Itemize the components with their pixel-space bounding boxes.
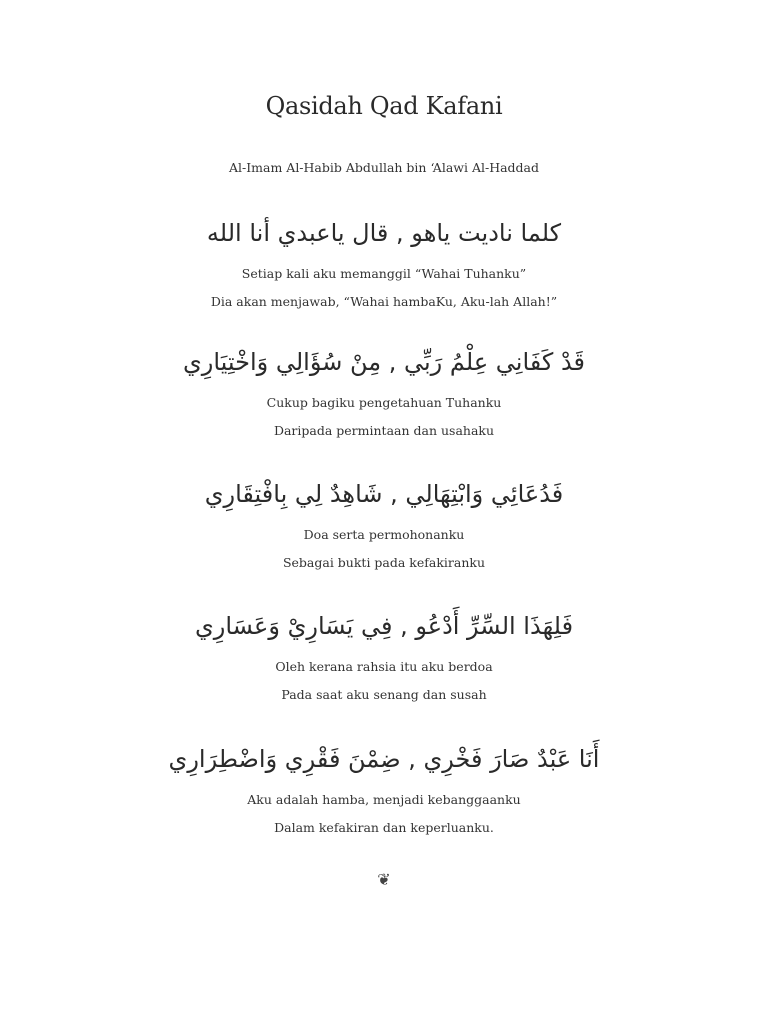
translation-line: Cukup bagiku pengetahuan Tuhanku [266,395,502,410]
translation-line: Dalam kefakiran dan keperluanku. [274,820,494,835]
arabic-verse: فَدُعَائِي وَابْتِهَالِي , شَاهِدٌ لِي بِافْتِقَارِي [204,480,564,508]
arabic-verse: قَدْ كَفَانِي عِلْمُ رَبِّي , مِنْ سُؤَالِي وَاخْتِيَارِي [182,348,586,376]
stanza-1 [0,218,768,310]
stanza-2 [0,347,768,439]
arabic-verse: أَنَا عَبْدٌ صَارَ فَخْرِي , ضِمْنَ فَقْرِي وَاضْطِرَارِي [168,745,600,773]
translation-line: Dia akan menjawab, “Wahai hambaKu, Aku-lah Allah!” [210,294,558,309]
translation-line: Oleh kerana rahsia itu aku berdoa [275,659,493,674]
flourish-ornament-icon: ❦ [377,870,391,889]
translation-line: Doa serta permohonanku [303,527,465,542]
stanza-5 [0,744,768,836]
translation-line: Daripada permintaan dan usahaku [273,423,495,438]
translation-line: Sebagai bukti pada kefakiranku [282,555,486,570]
stanza-4 [0,611,768,703]
translation-line: Pada saat aku senang dan susah [281,687,487,702]
translation-line: Aku adalah hamba, menjadi kebanggaanku [247,792,521,807]
arabic-verse: فَلِهَذَا السِّرِّ أَدْعُو , فِي يَسَارِيْ وَعَسَارِي [194,612,574,640]
translation-line: Setiap kali aku memanggil “Wahai Tuhanku” [241,266,527,281]
stanza-3 [0,479,768,571]
page-title: Qasidah Qad Kafani [265,92,503,120]
arabic-verse: كلما ناديت ياهو , قال ياعبدي أنا الله [206,219,562,247]
author-line: Al-Imam Al-Habib Abdullah bin ‘Alawi Al-Haddad [228,160,540,175]
